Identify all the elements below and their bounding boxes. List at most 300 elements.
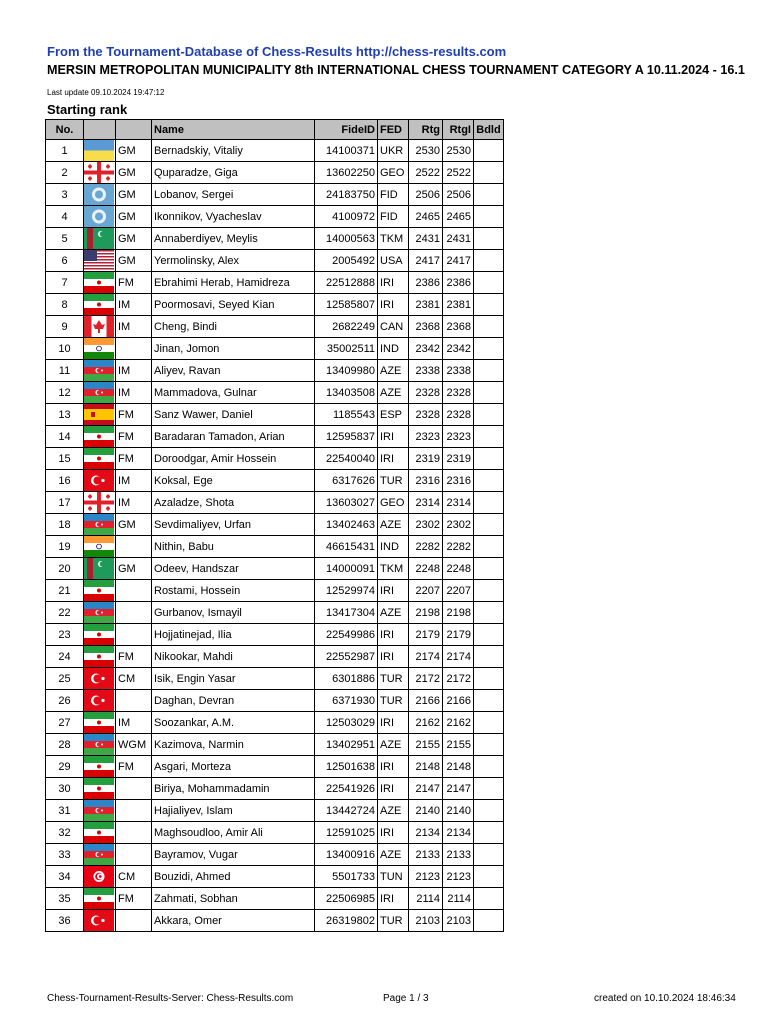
row-name: Mammadova, Gulnar	[152, 382, 315, 404]
row-flag	[84, 558, 116, 580]
row-fideid: 13400916	[315, 844, 378, 866]
row-fideid: 12529974	[315, 580, 378, 602]
row-flag	[84, 690, 116, 712]
row-fed: TUR	[378, 470, 409, 492]
row-bdld	[474, 514, 504, 536]
row-fed: AZE	[378, 360, 409, 382]
row-name: Lobanov, Sergei	[152, 184, 315, 206]
row-name: Yermolinsky, Alex	[152, 250, 315, 272]
row-fed: IRI	[378, 646, 409, 668]
row-title	[116, 844, 152, 866]
row-flag	[84, 646, 116, 668]
row-fed: IRI	[378, 624, 409, 646]
row-flag	[84, 162, 116, 184]
row-rtgi: 2417	[443, 250, 474, 272]
row-fideid: 22549986	[315, 624, 378, 646]
row-rtgi: 2133	[443, 844, 474, 866]
row-no: 3	[46, 184, 84, 206]
row-fideid: 4100972	[315, 206, 378, 228]
row-flag	[84, 470, 116, 492]
row-title: FM	[116, 404, 152, 426]
row-no: 9	[46, 316, 84, 338]
row-rtg: 2162	[409, 712, 443, 734]
row-rtg: 2431	[409, 228, 443, 250]
row-no: 35	[46, 888, 84, 910]
row-rtg: 2207	[409, 580, 443, 602]
row-rtg: 2302	[409, 514, 443, 536]
row-name: Nithin, Babu	[152, 536, 315, 558]
row-name: Hajialiyev, Islam	[152, 800, 315, 822]
row-rtgi: 2148	[443, 756, 474, 778]
flag-ind-icon	[84, 536, 115, 557]
col-bdld-header: Bdld	[474, 120, 504, 140]
row-fideid: 14000563	[315, 228, 378, 250]
source-link[interactable]: From the Tournament-Database of Chess-Results http://chess-results.com	[47, 44, 507, 59]
row-fideid: 2682249	[315, 316, 378, 338]
row-bdld	[474, 492, 504, 514]
row-no: 13	[46, 404, 84, 426]
row-no: 20	[46, 558, 84, 580]
row-flag	[84, 668, 116, 690]
row-no: 22	[46, 602, 84, 624]
row-fed: IRI	[378, 756, 409, 778]
row-no: 14	[46, 426, 84, 448]
row-fideid: 12595837	[315, 426, 378, 448]
row-flag	[84, 624, 116, 646]
row-title	[116, 800, 152, 822]
row-fed: FID	[378, 206, 409, 228]
flag-iri-icon	[84, 294, 115, 315]
row-bdld	[474, 316, 504, 338]
row-fideid: 13603027	[315, 492, 378, 514]
row-rtgi: 2114	[443, 888, 474, 910]
section-title: Starting rank	[47, 102, 128, 117]
row-no: 28	[46, 734, 84, 756]
flag-fid-icon	[84, 206, 115, 227]
row-fideid: 22541926	[315, 778, 378, 800]
row-fed: USA	[378, 250, 409, 272]
row-rtg: 2368	[409, 316, 443, 338]
row-name: Isik, Engin Yasar	[152, 668, 315, 690]
table-row	[46, 228, 504, 250]
row-flag	[84, 910, 116, 932]
row-fideid: 13403508	[315, 382, 378, 404]
row-title	[116, 822, 152, 844]
flag-geo-icon	[84, 492, 115, 513]
row-title: FM	[116, 756, 152, 778]
row-rtgi: 2506	[443, 184, 474, 206]
row-name: Azaladze, Shota	[152, 492, 315, 514]
row-fed: IRI	[378, 426, 409, 448]
flag-aze-icon	[84, 382, 115, 403]
row-fideid: 12591025	[315, 822, 378, 844]
row-no: 34	[46, 866, 84, 888]
footer-server: Chess-Tournament-Results-Server: Chess-Results.com	[47, 993, 294, 1004]
row-fideid: 6371930	[315, 690, 378, 712]
row-rtgi: 2386	[443, 272, 474, 294]
row-bdld	[474, 426, 504, 448]
row-flag	[84, 844, 116, 866]
row-title: IM	[116, 294, 152, 316]
row-rtgi: 2338	[443, 360, 474, 382]
row-bdld	[474, 360, 504, 382]
row-flag	[84, 712, 116, 734]
row-fed: IRI	[378, 272, 409, 294]
row-name: Kazimova, Narmin	[152, 734, 315, 756]
flag-aze-icon	[84, 734, 115, 755]
row-name: Aliyev, Ravan	[152, 360, 315, 382]
table-row	[46, 382, 504, 404]
row-fideid: 6301886	[315, 668, 378, 690]
row-fed: IRI	[378, 580, 409, 602]
flag-ukr-icon	[84, 140, 115, 161]
row-fed: IRI	[378, 712, 409, 734]
col-fed-header: FED	[378, 120, 409, 140]
row-rtgi: 2522	[443, 162, 474, 184]
row-flag	[84, 734, 116, 756]
row-rtgi: 2162	[443, 712, 474, 734]
row-flag	[84, 756, 116, 778]
table-row	[46, 272, 504, 294]
tournament-title: MERSIN METROPOLITAN MUNICIPALITY 8th INTERNATIONAL CHESS TOURNAMENT CATEGORY A 10.11.2024 - 16.1	[47, 63, 745, 77]
row-rtg: 2172	[409, 668, 443, 690]
row-name: Bernadskiy, Vitaliy	[152, 140, 315, 162]
table-row	[46, 294, 504, 316]
row-fideid: 14000091	[315, 558, 378, 580]
row-rtgi: 2248	[443, 558, 474, 580]
col-rtgi-header: RtgI	[443, 120, 474, 140]
table-row	[46, 712, 504, 734]
table-body	[46, 140, 504, 932]
row-no: 29	[46, 756, 84, 778]
row-rtg: 2328	[409, 382, 443, 404]
row-flag	[84, 822, 116, 844]
row-flag	[84, 580, 116, 602]
row-no: 36	[46, 910, 84, 932]
row-bdld	[474, 338, 504, 360]
table-row	[46, 778, 504, 800]
row-flag	[84, 426, 116, 448]
row-rtgi: 2282	[443, 536, 474, 558]
row-name: Soozankar, A.M.	[152, 712, 315, 734]
last-update: Last update 09.10.2024 19:47:12	[47, 88, 165, 97]
table-row	[46, 250, 504, 272]
row-no: 16	[46, 470, 84, 492]
row-fideid: 13417304	[315, 602, 378, 624]
row-fed: IND	[378, 338, 409, 360]
row-fed: FID	[378, 184, 409, 206]
row-fed: AZE	[378, 382, 409, 404]
table-row	[46, 206, 504, 228]
row-bdld	[474, 778, 504, 800]
table-row	[46, 338, 504, 360]
row-flag	[84, 294, 116, 316]
table-row	[46, 624, 504, 646]
flag-aze-icon	[84, 360, 115, 381]
row-rtgi: 2431	[443, 228, 474, 250]
row-rtgi: 2302	[443, 514, 474, 536]
row-name: Maghsoudloo, Amir Ali	[152, 822, 315, 844]
row-rtgi: 2172	[443, 668, 474, 690]
row-no: 6	[46, 250, 84, 272]
table-row	[46, 536, 504, 558]
table-row	[46, 426, 504, 448]
row-no: 26	[46, 690, 84, 712]
row-bdld	[474, 668, 504, 690]
table-row	[46, 822, 504, 844]
row-rtg: 2381	[409, 294, 443, 316]
row-title: GM	[116, 140, 152, 162]
row-rtgi: 2314	[443, 492, 474, 514]
row-name: Baradaran Tamadon, Arian	[152, 426, 315, 448]
row-bdld	[474, 140, 504, 162]
flag-ind-icon	[84, 338, 115, 359]
row-bdld	[474, 228, 504, 250]
flag-tkm-icon	[84, 558, 115, 579]
flag-tur-icon	[84, 668, 115, 689]
row-rtgi: 2147	[443, 778, 474, 800]
row-flag	[84, 404, 116, 426]
row-bdld	[474, 404, 504, 426]
flag-usa-icon	[84, 250, 115, 271]
flag-aze-icon	[84, 514, 115, 535]
row-rtg: 2417	[409, 250, 443, 272]
row-bdld	[474, 184, 504, 206]
row-title	[116, 910, 152, 932]
row-title: IM	[116, 382, 152, 404]
row-no: 21	[46, 580, 84, 602]
row-flag	[84, 888, 116, 910]
row-no: 4	[46, 206, 84, 228]
row-name: Daghan, Devran	[152, 690, 315, 712]
row-rtg: 2248	[409, 558, 443, 580]
row-name: Nikookar, Mahdi	[152, 646, 315, 668]
footer-created: created on 10.10.2024 18:46:34	[594, 993, 736, 1004]
row-fideid: 6317626	[315, 470, 378, 492]
table-header-row	[46, 120, 504, 140]
row-title: FM	[116, 888, 152, 910]
row-bdld	[474, 382, 504, 404]
row-fideid: 13402951	[315, 734, 378, 756]
table-row	[46, 844, 504, 866]
row-name: Sevdimaliyev, Urfan	[152, 514, 315, 536]
row-flag	[84, 206, 116, 228]
row-fed: AZE	[378, 800, 409, 822]
row-fideid: 22552987	[315, 646, 378, 668]
table-row	[46, 514, 504, 536]
row-bdld	[474, 272, 504, 294]
row-fed: GEO	[378, 162, 409, 184]
row-flag	[84, 184, 116, 206]
row-fideid: 2005492	[315, 250, 378, 272]
row-title	[116, 338, 152, 360]
row-fideid: 12501638	[315, 756, 378, 778]
row-flag	[84, 140, 116, 162]
row-bdld	[474, 712, 504, 734]
row-rtgi: 2140	[443, 800, 474, 822]
row-title: FM	[116, 448, 152, 470]
row-rtg: 2166	[409, 690, 443, 712]
row-no: 24	[46, 646, 84, 668]
row-name: Quparadze, Giga	[152, 162, 315, 184]
row-rtgi: 2465	[443, 206, 474, 228]
row-rtg: 2386	[409, 272, 443, 294]
row-no: 25	[46, 668, 84, 690]
flag-geo-icon	[84, 162, 115, 183]
table-row	[46, 162, 504, 184]
flag-iri-icon	[84, 272, 115, 293]
col-flag-header	[84, 120, 116, 140]
row-rtg: 2174	[409, 646, 443, 668]
col-fideid-header: FideID	[315, 120, 378, 140]
row-flag	[84, 800, 116, 822]
col-name-header: Name	[152, 120, 315, 140]
row-flag	[84, 338, 116, 360]
row-no: 30	[46, 778, 84, 800]
row-rtgi: 2123	[443, 866, 474, 888]
row-rtg: 2319	[409, 448, 443, 470]
row-flag	[84, 360, 116, 382]
row-title: WGM	[116, 734, 152, 756]
row-no: 11	[46, 360, 84, 382]
row-rtg: 2342	[409, 338, 443, 360]
row-name: Akkara, Omer	[152, 910, 315, 932]
row-fed: TUR	[378, 910, 409, 932]
row-no: 5	[46, 228, 84, 250]
flag-iri-icon	[84, 426, 115, 447]
footer-page: Page 1 / 3	[383, 993, 429, 1004]
row-rtgi: 2328	[443, 404, 474, 426]
flag-iri-icon	[84, 888, 115, 909]
flag-tur-icon	[84, 910, 115, 931]
row-rtg: 2133	[409, 844, 443, 866]
row-fed: AZE	[378, 734, 409, 756]
row-name: Bayramov, Vugar	[152, 844, 315, 866]
table-row	[46, 800, 504, 822]
row-fideid: 13442724	[315, 800, 378, 822]
table-row	[46, 492, 504, 514]
row-bdld	[474, 910, 504, 932]
row-name: Sanz Wawer, Daniel	[152, 404, 315, 426]
row-flag	[84, 228, 116, 250]
row-flag	[84, 778, 116, 800]
row-no: 32	[46, 822, 84, 844]
row-fideid: 13402463	[315, 514, 378, 536]
row-rtg: 2328	[409, 404, 443, 426]
row-title	[116, 690, 152, 712]
table-row	[46, 316, 504, 338]
row-name: Asgari, Morteza	[152, 756, 315, 778]
row-name: Biriya, Mohammadamin	[152, 778, 315, 800]
row-flag	[84, 536, 116, 558]
flag-tur-icon	[84, 690, 115, 711]
row-fideid: 24183750	[315, 184, 378, 206]
row-rtgi: 2155	[443, 734, 474, 756]
row-fed: TUR	[378, 690, 409, 712]
flag-iri-icon	[84, 822, 115, 843]
row-bdld	[474, 646, 504, 668]
table-row	[46, 558, 504, 580]
row-flag	[84, 602, 116, 624]
flag-can-icon	[84, 316, 115, 337]
table-row	[46, 646, 504, 668]
row-bdld	[474, 536, 504, 558]
row-rtgi: 2207	[443, 580, 474, 602]
row-rtg: 2103	[409, 910, 443, 932]
row-bdld	[474, 250, 504, 272]
row-fed: AZE	[378, 602, 409, 624]
row-no: 23	[46, 624, 84, 646]
row-bdld	[474, 294, 504, 316]
row-bdld	[474, 844, 504, 866]
table-row	[46, 140, 504, 162]
row-fideid: 22512888	[315, 272, 378, 294]
row-no: 31	[46, 800, 84, 822]
row-name: Odeev, Handszar	[152, 558, 315, 580]
table-row	[46, 602, 504, 624]
row-name: Annaberdiyev, Meylis	[152, 228, 315, 250]
table-row	[46, 668, 504, 690]
row-fed: ESP	[378, 404, 409, 426]
row-rtg: 2155	[409, 734, 443, 756]
row-rtg: 2465	[409, 206, 443, 228]
row-fed: AZE	[378, 514, 409, 536]
row-fideid: 26319802	[315, 910, 378, 932]
table-row	[46, 866, 504, 888]
row-flag	[84, 448, 116, 470]
flag-fid-icon	[84, 184, 115, 205]
row-title	[116, 580, 152, 602]
flag-iri-icon	[84, 778, 115, 799]
row-rtgi: 2319	[443, 448, 474, 470]
row-bdld	[474, 448, 504, 470]
row-no: 7	[46, 272, 84, 294]
row-name: Rostami, Hossein	[152, 580, 315, 602]
row-no: 8	[46, 294, 84, 316]
row-title: GM	[116, 250, 152, 272]
row-rtgi: 2381	[443, 294, 474, 316]
row-bdld	[474, 206, 504, 228]
row-fideid: 13409980	[315, 360, 378, 382]
row-name: Doroodgar, Amir Hossein	[152, 448, 315, 470]
flag-aze-icon	[84, 844, 115, 865]
row-title: IM	[116, 360, 152, 382]
row-bdld	[474, 822, 504, 844]
row-name: Hojjatinejad, Ilia	[152, 624, 315, 646]
flag-iri-icon	[84, 448, 115, 469]
row-fideid: 35002511	[315, 338, 378, 360]
row-name: Koksal, Ege	[152, 470, 315, 492]
row-bdld	[474, 756, 504, 778]
col-rtg-header: Rtg	[409, 120, 443, 140]
row-rtgi: 2328	[443, 382, 474, 404]
flag-iri-icon	[84, 646, 115, 667]
row-rtg: 2506	[409, 184, 443, 206]
table-row	[46, 734, 504, 756]
flag-tur-icon	[84, 470, 115, 491]
row-fed: CAN	[378, 316, 409, 338]
row-rtgi: 2166	[443, 690, 474, 712]
row-rtg: 2123	[409, 866, 443, 888]
row-no: 33	[46, 844, 84, 866]
row-name: Zahmati, Sobhan	[152, 888, 315, 910]
table-row	[46, 470, 504, 492]
row-rtgi: 2316	[443, 470, 474, 492]
col-title-header	[116, 120, 152, 140]
row-name: Jinan, Jomon	[152, 338, 315, 360]
row-rtgi: 2198	[443, 602, 474, 624]
row-rtg: 2179	[409, 624, 443, 646]
